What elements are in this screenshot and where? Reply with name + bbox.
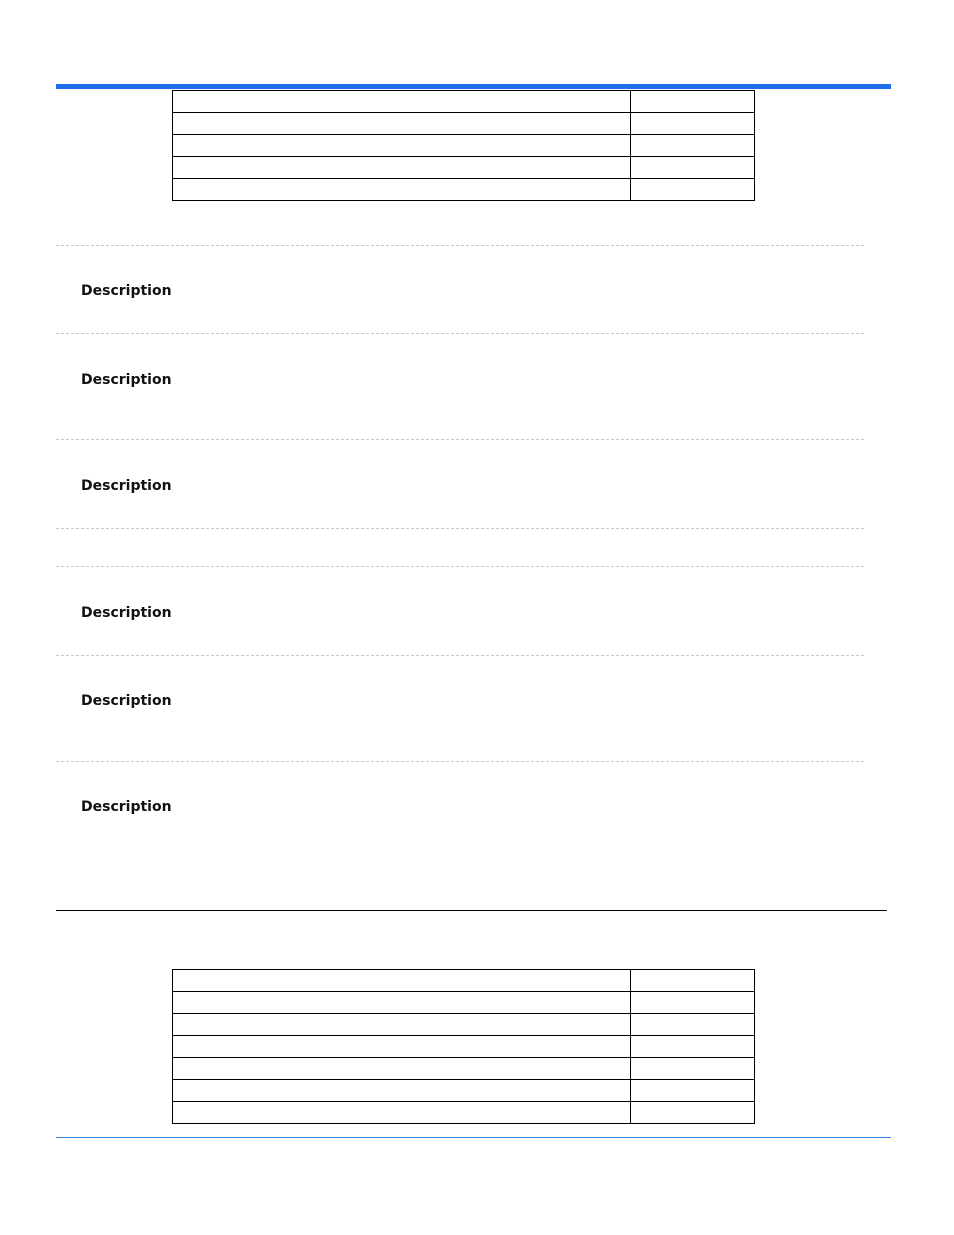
table-cell [173, 1102, 631, 1124]
section-divider [56, 910, 887, 911]
table-cell [631, 970, 755, 992]
table-cell [631, 91, 755, 113]
table-row [173, 992, 755, 1014]
description-label: Description [81, 372, 172, 388]
description-label: Description [81, 799, 172, 815]
dashed-divider [56, 528, 864, 529]
table-cell [173, 992, 631, 1014]
table-cell [173, 135, 631, 157]
table-row [173, 1080, 755, 1102]
table-cell [173, 157, 631, 179]
footer-divider [56, 1137, 891, 1138]
table-cell [631, 1102, 755, 1124]
table-row [173, 1014, 755, 1036]
table-row [173, 179, 755, 201]
table-row [173, 91, 755, 113]
table-cell [173, 113, 631, 135]
table-row [173, 113, 755, 135]
table-row [173, 135, 755, 157]
table-cell [173, 1058, 631, 1080]
table-row [173, 1102, 755, 1124]
table-cell [631, 1058, 755, 1080]
table-cell [631, 157, 755, 179]
dashed-divider [56, 333, 864, 334]
bottom-table [172, 969, 755, 1124]
table-cell [631, 179, 755, 201]
description-label: Description [81, 283, 172, 299]
table-row [173, 157, 755, 179]
dashed-divider [56, 655, 864, 656]
table-cell [631, 135, 755, 157]
table-cell [631, 992, 755, 1014]
dashed-divider [56, 245, 864, 246]
dashed-divider [56, 566, 864, 567]
dashed-divider [56, 761, 864, 762]
header-accent-bar [56, 84, 891, 89]
table-cell [631, 1036, 755, 1058]
top-table [172, 90, 755, 201]
table-cell [631, 1080, 755, 1102]
table-cell [173, 970, 631, 992]
description-label: Description [81, 605, 172, 621]
table-cell [631, 1014, 755, 1036]
table-row [173, 970, 755, 992]
table-row [173, 1036, 755, 1058]
table-cell [173, 179, 631, 201]
description-label: Description [81, 693, 172, 709]
table-cell [631, 113, 755, 135]
dashed-divider [56, 439, 864, 440]
table-cell [173, 1014, 631, 1036]
table-cell [173, 91, 631, 113]
table-cell [173, 1036, 631, 1058]
table-cell [173, 1080, 631, 1102]
table-row [173, 1058, 755, 1080]
description-label: Description [81, 478, 172, 494]
